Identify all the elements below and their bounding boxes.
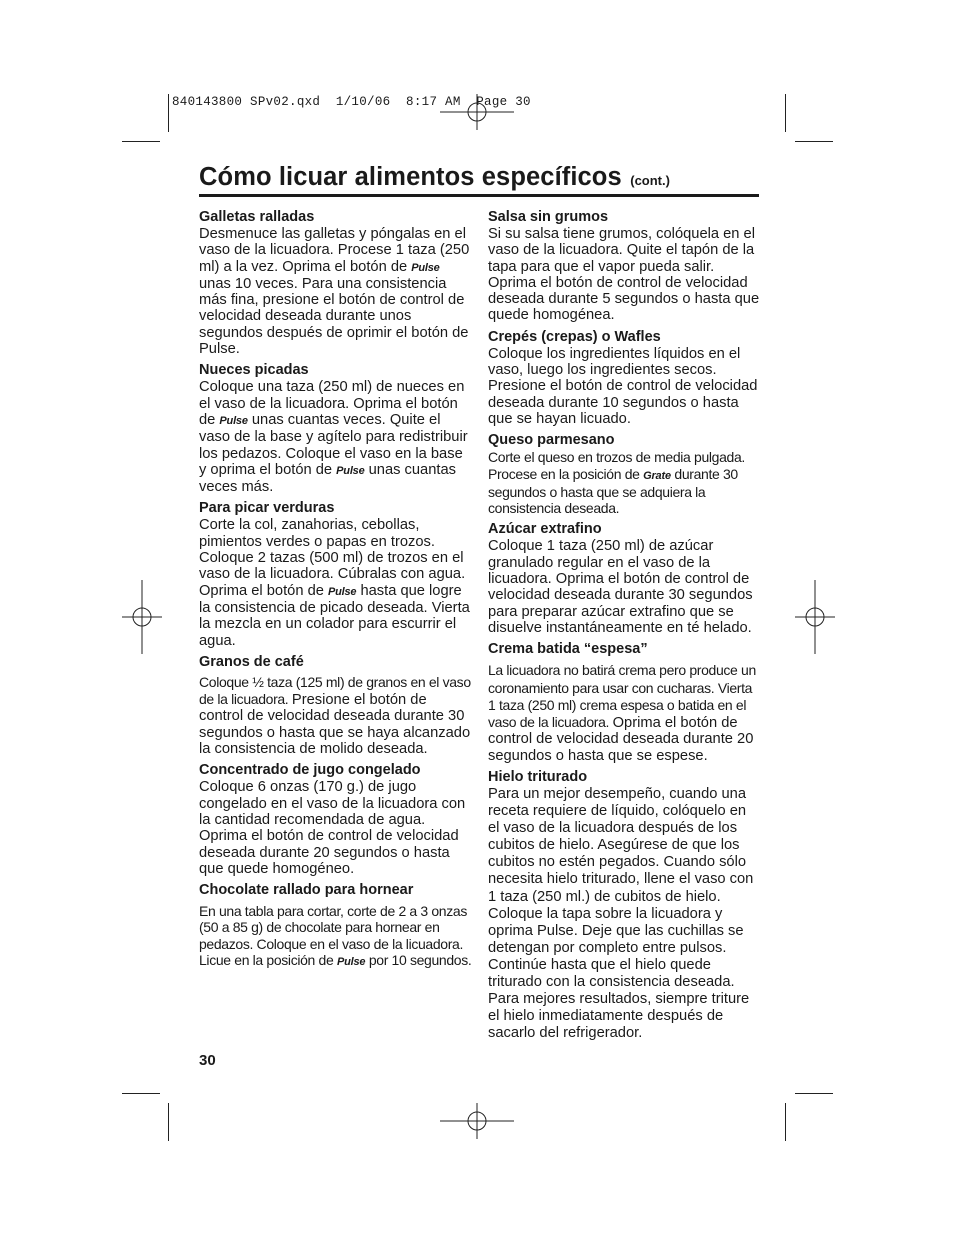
section-heading: Hielo triturado [488, 769, 588, 786]
crop-mark-bottom-left-v [168, 1103, 169, 1141]
registration-mark-left-icon [122, 580, 162, 654]
page-title-suffix: (cont.) [630, 173, 670, 188]
section-body [199, 903, 473, 970]
section-crema [488, 641, 760, 764]
section-verduras [199, 500, 473, 648]
section-heading: Crepés (crepas) o Wafles [488, 328, 661, 345]
section-heading: Nueces picadas [199, 362, 309, 379]
section-galletas [199, 209, 473, 357]
body-text: Oprima el botón de control de velocidad deseada durante 20 segundos o hasta que se espese. [488, 715, 754, 764]
section-body [199, 226, 473, 357]
section-jugo [199, 762, 473, 877]
pulse-label: Pulse [336, 464, 365, 477]
section-cafe [199, 654, 473, 757]
section-heading: Para picar verduras [199, 500, 335, 517]
section-azucar [488, 521, 760, 636]
crop-mark-top-left-v [168, 94, 169, 132]
section-body [488, 449, 760, 516]
pulse-label: Pulse [336, 955, 366, 968]
section-queso [488, 432, 760, 516]
section-body: Coloque 6 onzas (170 g.) de jugo congelado en el vaso de la licuadora con la cantidad recomendada de agua. Oprima el botón de control de velocidad deseada durante 20 segundos o hasta que quede homogéneo. [199, 779, 466, 877]
section-hielo [488, 769, 760, 1042]
section-body: Si su salsa tiene grumos, colóquela en el vaso de la licuadora. Quite el tapón de la tapa para que el vapor pueda salir. Oprima el botón de control de velocidad deseada durante 5 segundos o hasta que quede homogénea. [488, 226, 760, 324]
print-slug: 840143800 SPv02.qxd 1/10/06 8:17 AM Page 30 [172, 95, 531, 109]
body-text: La licuadora no batirá crema pero produce un coronamiento para usar con cucharas. Vierta 1 taza (250 ml) crema espesa o batida en el vaso de la licuadora. [488, 662, 756, 731]
body-text: Presione el botón de control de velocidad deseada durante 30 segundos o hasta que se haya alcanzado la consistencia de molido deseada. [199, 692, 471, 758]
section-heading: Chocolate rallado para hornear [199, 882, 414, 899]
section-body [199, 674, 473, 757]
crop-mark-top-right-v [785, 94, 786, 132]
section-body [199, 379, 473, 495]
section-body: Para un mejor desempeño, cuando una receta requiere de líquido, colóquelo en el vaso de la licuadora después de los cubitos de hielo. Asegúrese de que los cubitos no estén pegados. Cuando sólo necesita hielo triturado, llene el vaso con 1 taza (250 ml.) de cubitos de hielo. Coloque la tapa sobre la licuadora y oprima Pulse. Deje que las cuchillas se detengan por completo entre pulsos. Continúe hasta que el hielo quede triturado con la consistencia deseada. Para mejores resultados, siempre triture el hielo inmediatamente después de sacarlo del refrigerador. [488, 786, 754, 1042]
section-body [199, 517, 473, 648]
section-heading: Queso parmesano [488, 432, 615, 449]
crop-mark-bottom-right-v [785, 1103, 786, 1141]
page-title-row [199, 163, 759, 192]
page-number: 30 [199, 1052, 216, 1069]
body-text: por 10 segundos. [365, 951, 472, 968]
pulse-label: Pulse [219, 414, 248, 427]
crop-mark-top-left-h [122, 141, 160, 142]
crop-mark-bottom-right-h [795, 1093, 833, 1094]
crop-mark-top-right-h [795, 141, 833, 142]
section-nueces [199, 362, 473, 495]
section-crepes [488, 329, 760, 427]
left-column [199, 209, 473, 975]
section-body: Coloque 1 taza (250 ml) de azúcar granulado regular en el vaso de la licuadora. Oprima el botón de control de velocidad deseada durante 30 segundos para preparar azúcar extrafino que se disuelve instantáneamente en té helado. [488, 538, 753, 636]
body-text: unas cuantas veces más. [199, 461, 456, 496]
page-title: Cómo licuar alimentos específicos [199, 163, 622, 191]
body-text: durante 30 segundos o hasta que se adquiera la consistencia deseada. [488, 465, 738, 517]
registration-mark-top-icon [440, 94, 514, 130]
title-rule [199, 194, 759, 197]
body-text: unas 10 veces. Para una consistencia más fina, presione el botón de control de velocidad deseada durante unos segundos después de oprimir el botón de Pulse. [199, 275, 469, 358]
registration-mark-bottom-icon [440, 1103, 514, 1139]
body-text: Desmenuce las galletas y póngalas en el vaso de la licuadora. Procese 1 taza (250 ml) a la vez. Oprima el botón de [199, 226, 470, 275]
body-text: unas cuantas veces. Quite el vaso de la base y agítelo para redistribuir los pedazos. Coloque el vaso en la base y oprima el botón de [199, 411, 468, 478]
section-heading: Crema batida “espesa” [488, 641, 648, 658]
body-text: Coloque una taza (250 ml) de nueces en el vaso de la licuadora. Oprima el botón de [199, 379, 465, 428]
body-text: En una tabla para cortar, corte de 2 a 3 onzas (50 a 85 g) de chocolate para hornear en pedazos. Coloque en el vaso de la licuadora. Licue en la posición de [199, 903, 467, 968]
section-heading: Galletas ralladas [199, 209, 315, 225]
body-text: Coloque ½ taza (125 ml) de granos en el vaso de la licuadora. [199, 673, 471, 708]
section-body: Coloque los ingredientes líquidos en el vaso, luego los ingredientes secos. Presione el botón de control de velocidad deseada durante 10 segundos o hasta que se hayan licuado. [488, 345, 758, 427]
section-salsa [488, 209, 760, 324]
pulse-label: Pulse [411, 261, 440, 274]
registration-mark-right-icon [795, 580, 835, 654]
right-column [488, 209, 760, 1047]
section-heading: Concentrado de jugo congelado [199, 762, 421, 779]
body-text: hasta que logre la consistencia de picado deseada. Vierta la mezcla en un colador para escurrir el agua. [199, 582, 470, 649]
section-heading: Salsa sin grumos [488, 209, 609, 225]
pulse-label: Pulse [328, 585, 357, 598]
section-heading: Granos de café [199, 653, 304, 670]
section-chocolate [199, 882, 473, 970]
grate-label: Grate [643, 469, 671, 482]
body-text: Corte el queso en trozos de media pulgada. Procese en la posición de [488, 449, 745, 482]
crop-mark-bottom-left-h [122, 1093, 160, 1094]
body-text: Corte la col, zanahorias, cebollas, pimientos verdes o papas en trozos. Coloque 2 tazas (500 ml) de trozos en el vaso de la licuadora. Cúbralas con agua. Oprima el botón de [199, 517, 466, 599]
section-body [488, 662, 760, 764]
section-heading: Azúcar extrafino [488, 521, 602, 538]
